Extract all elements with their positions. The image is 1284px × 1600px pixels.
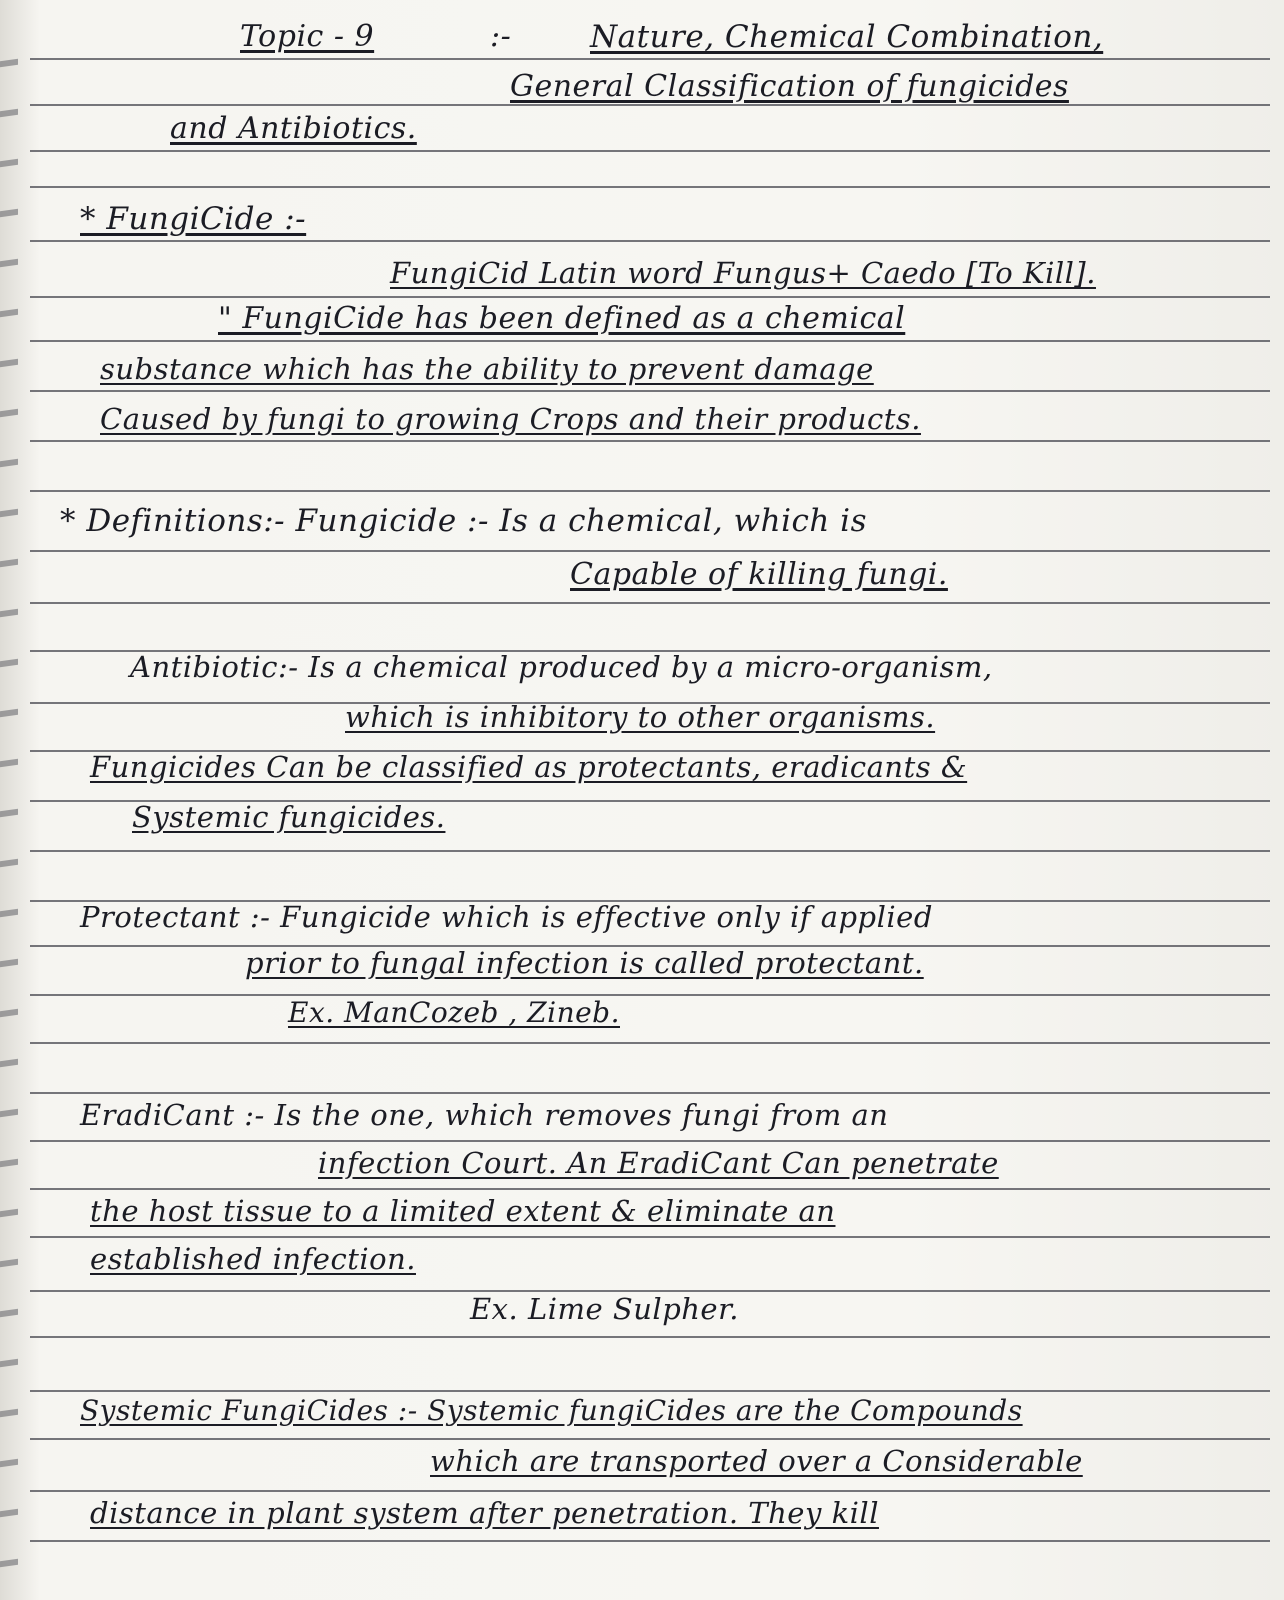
eradicant-line-2: infection Court. An EradiCant Can penetrate — [318, 1146, 999, 1180]
definitions-line-2: Capable of killing fungi. — [570, 557, 948, 592]
fungicide-line-2: " FungiCide has been defined as a chemical — [218, 301, 906, 336]
eradicant-line-4: established infection. — [90, 1242, 416, 1276]
definitions-heading: * Definitions:- Fungicide :- Is a chemical, which is — [60, 503, 868, 539]
classification-line-1: Fungicides Can be classified as protectants, eradicants & — [90, 750, 968, 784]
fungicide-line-4: Caused by fungi to growing Crops and their products. — [100, 402, 921, 436]
systemic-line-1: Systemic FungiCides :- Systemic fungiCides are the Compounds — [80, 1394, 1023, 1427]
title-line-3: and Antibiotics. — [170, 111, 417, 146]
title-line-1: Nature, Chemical Combination, — [590, 19, 1104, 55]
antibiotic-line-2: which is inhibitory to other organisms. — [345, 700, 936, 734]
fungicide-line-3: substance which has the ability to prevent damage — [100, 352, 874, 386]
topic-separator: :- — [490, 19, 512, 54]
title-line-2: General Classification of fungicides — [510, 69, 1069, 104]
eradicant-line-3: the host tissue to a limited extent & eliminate an — [90, 1194, 836, 1228]
classification-line-2: Systemic fungicides. — [132, 800, 446, 834]
topic-label: Topic - 9 — [240, 19, 375, 54]
antibiotic-line-1: Antibiotic:- Is a chemical produced by a micro-organism, — [130, 650, 993, 684]
systemic-line-3: distance in plant system after penetration. They kill — [90, 1496, 879, 1530]
eradicant-line-1: EradiCant :- Is the one, which removes fungi from an — [80, 1098, 889, 1132]
fungicide-line-1: FungiCid Latin word Fungus+ Caedo [To Kill]. — [390, 256, 1096, 290]
systemic-line-2: which are transported over a Considerable — [430, 1444, 1083, 1478]
fungicide-heading: * FungiCide :- — [80, 201, 307, 237]
protectant-line-2: prior to fungal infection is called protectant. — [245, 946, 924, 980]
protectant-example: Ex. ManCozeb , Zineb. — [288, 996, 620, 1029]
protectant-line-1: Protectant :- Fungicide which is effective only if applied — [80, 900, 933, 934]
eradicant-example: Ex. Lime Sulpher. — [470, 1292, 739, 1326]
